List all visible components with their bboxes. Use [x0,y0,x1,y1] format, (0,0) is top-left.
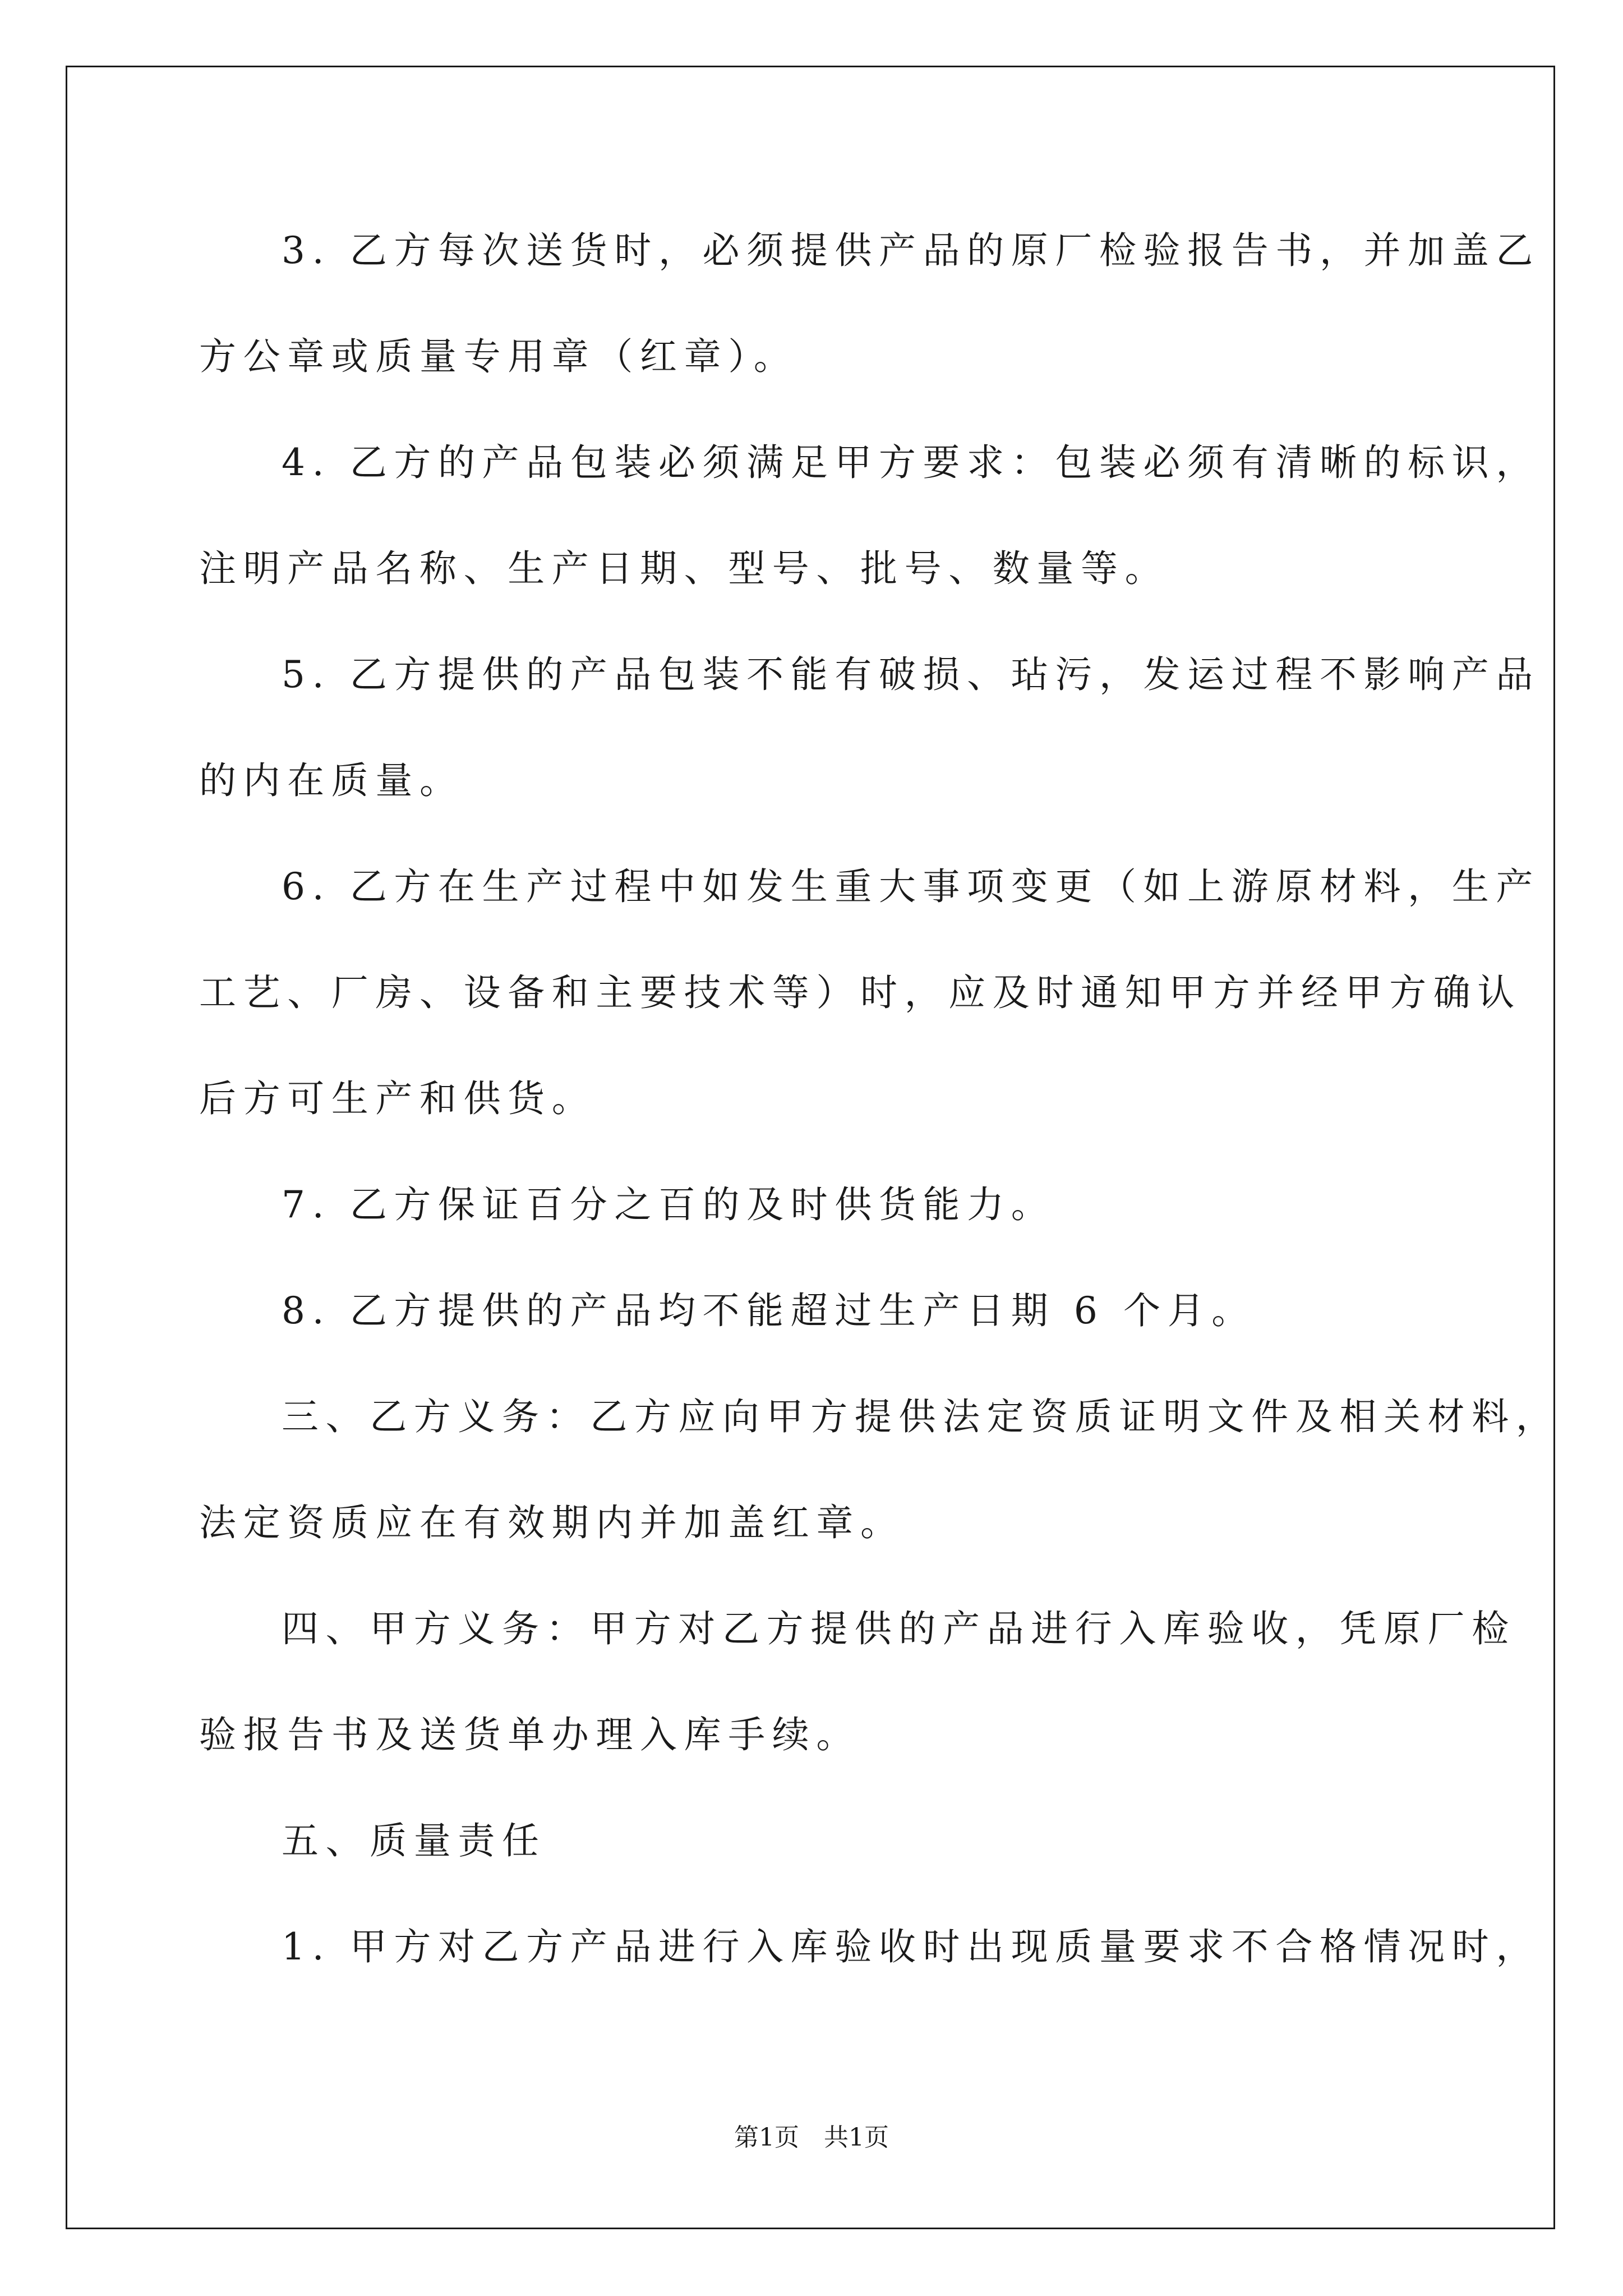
section-3-line-2: 法定资质应在有效期内并加盖红章。 [199,1501,905,1544]
section-4-line-1: 四、甲方义务：甲方对乙方提供的产品进行入库验收，凭原厂检 [282,1607,1516,1650]
clause-6-line-2: 工艺、厂房、设备和主要技术等）时，应及时通知甲方并经甲方确认 [199,971,1521,1014]
section-4-line-2: 验报告书及送货单办理入库手续。 [199,1713,860,1756]
clause-6-line-3: 后方可生产和供货。 [199,1077,596,1120]
section-3-line-1: 三、乙方义务：乙方应向甲方提供法定资质证明文件及相关材料， [282,1395,1560,1438]
clause-8-line-1: 8. 乙方提供的产品均不能超过生产日期 6 个月。 [282,1289,1256,1332]
clause-4-line-1: 4. 乙方的产品包装必须满足甲方要求：包装必须有清晰的标识， [282,441,1540,484]
clause-6-line-1: 6. 乙方在生产过程中如发生重大事项变更（如上游原材料，生产 [282,865,1540,908]
section-5-heading: 五、质量责任 [282,1819,546,1862]
section-5-clause-1-line-1: 1. 甲方对乙方产品进行入库验收时出现质量要求不合格情况时， [282,1925,1540,1968]
clause-3-line-1: 3. 乙方每次送货时，必须提供产品的原厂检验报告书，并加盖乙 [282,229,1540,272]
clause-7-line-1: 7. 乙方保证百分之百的及时供货能力。 [282,1183,1055,1226]
page-footer: 第1页 共1页 [734,2123,889,2152]
clause-5-line-1: 5. 乙方提供的产品包装不能有破损、玷污，发运过程不影响产品 [282,653,1540,696]
clause-3-line-2: 方公章或质量专用章（红章）。 [199,335,798,378]
clause-4-line-2: 注明产品名称、生产日期、型号、批号、数量等。 [199,547,1169,590]
page-border [66,66,1555,2229]
clause-5-line-2: 的内在质量。 [199,759,464,802]
